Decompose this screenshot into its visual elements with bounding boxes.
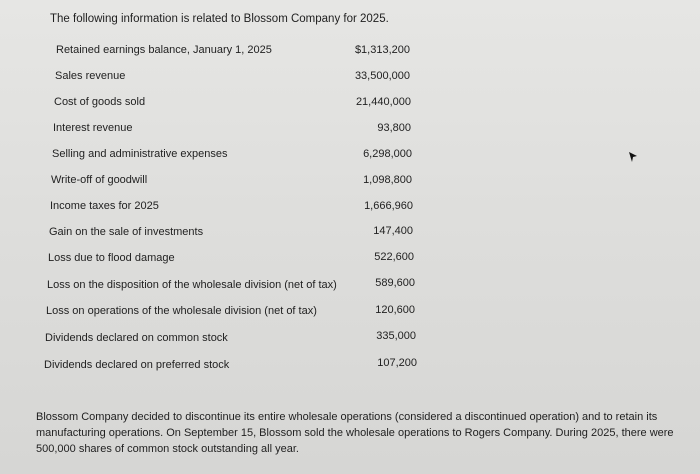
row-label-loss-operations-wholesale: Loss on operations of the wholesale division (net of tax)	[46, 305, 317, 317]
row-value-selling-admin-expenses: 6,298,000	[363, 148, 412, 160]
footer-paragraph: Blossom Company decided to discontinue its entire wholesale operations (considered a discontinued operation) and to retain its manufacturing operations. On September 15, Blossom sold the wholesale operations to Rogers Company. During 2025, there were 500,000 shares of common stock outstanding all year.	[36, 411, 674, 455]
row-label-selling-admin-expenses: Selling and administrative expenses	[52, 148, 228, 160]
row-value-loss-flood-damage: 522,600	[374, 251, 414, 263]
row-value-loss-operations-wholesale: 120,600	[375, 304, 415, 316]
row-label-loss-disposition-wholesale: Loss on the disposition of the wholesale division (net of tax)	[47, 279, 337, 291]
row-label-income-taxes: Income taxes for 2025	[50, 200, 159, 212]
row-label-dividends-common: Dividends declared on common stock	[45, 332, 228, 344]
row-value-cost-of-goods-sold: 21,440,000	[355, 96, 411, 108]
row-label-sales-revenue: Sales revenue	[55, 70, 126, 82]
row-value-sales-revenue: 33,500,000	[354, 70, 410, 82]
row-value-write-off-goodwill: 1,098,800	[363, 174, 412, 186]
row-label-write-off-goodwill: Write-off of goodwill	[51, 174, 148, 186]
row-label-gain-sale-investments: Gain on the sale of investments	[49, 226, 204, 238]
row-label-interest-revenue: Interest revenue	[53, 122, 133, 134]
row-value-dividends-preferred: 107,200	[377, 357, 417, 369]
row-value-interest-revenue: 93,800	[377, 122, 411, 134]
row-value-gain-sale-investments: 147,400	[373, 225, 413, 237]
row-label-loss-flood-damage: Loss due to flood damage	[48, 252, 175, 264]
row-label-retained-earnings: Retained earnings balance, January 1, 2025	[56, 44, 272, 56]
row-value-dividends-common: 335,000	[376, 330, 416, 342]
row-value-loss-disposition-wholesale: 589,600	[375, 277, 415, 289]
intro-text: The following information is related to Blossom Company for 2025.	[50, 13, 389, 25]
row-label-cost-of-goods-sold: Cost of goods sold	[54, 96, 146, 108]
row-label-dividends-preferred: Dividends declared on preferred stock	[44, 359, 230, 371]
row-value-retained-earnings: $1,313,200	[354, 44, 410, 56]
row-value-income-taxes: 1,666,960	[364, 200, 413, 212]
mouse-cursor-icon	[628, 151, 638, 163]
